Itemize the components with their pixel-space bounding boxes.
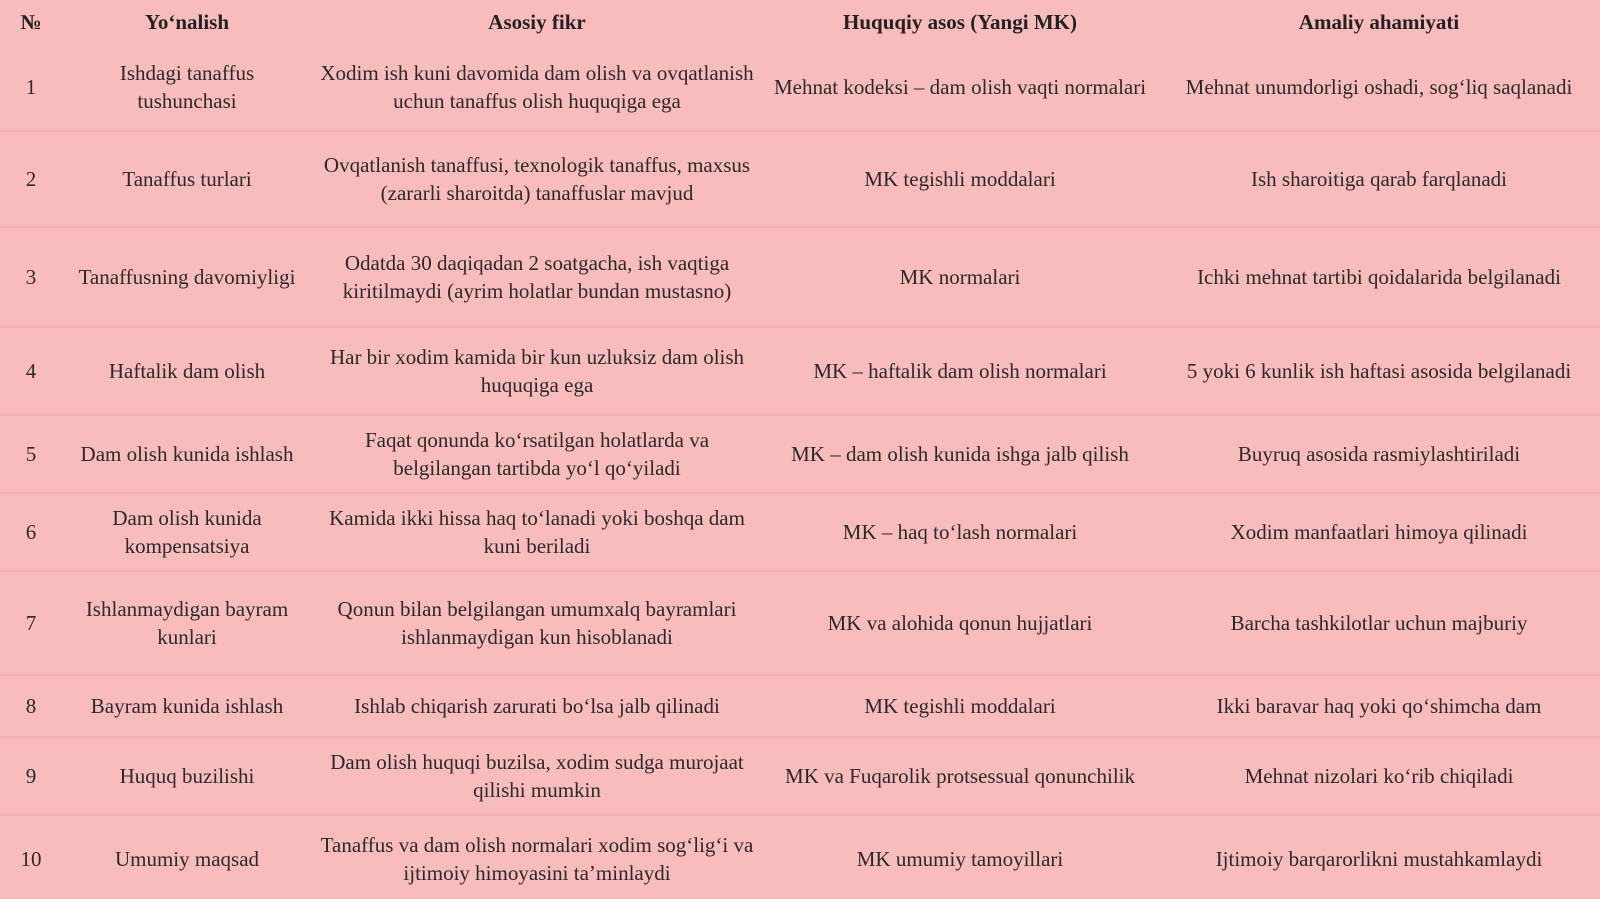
cell-direction: Umumiy maqsad [114,847,260,871]
header-legal-basis: Huquqiy asos (Yangi MK) [843,9,1077,34]
cell-main-idea: Xodim ish kuni davomida dam olish va ovqatlanish uchun tanaffus olish huquqiga ega [312,44,762,131]
cell-no: 6 [0,493,62,571]
table-body [0,44,1600,899]
header-practical: Amaliy ahamiyati [1298,9,1460,34]
cell-direction: Ishlanmaydigan bayram kunlari [62,571,312,675]
table-row [0,493,1600,571]
cell-main-idea: Ishlab chiqarish zarurati bo‘lsa jalb qilinadi [312,675,762,737]
cell-main-idea: Qonun bilan belgilangan umumxalq bayramlari ishlanmaydigan kun hisoblanadi [312,571,762,675]
cell-practical: Buyruq asosida rasmiylashtiriladi [1158,415,1600,493]
cell-legal-basis: MK normalari [762,227,1158,327]
table-row [0,327,1600,415]
cell-direction: Huquq buzilishi [62,737,312,815]
cell-legal-basis: Mehnat kodeksi – dam olish vaqti normalari [762,44,1158,131]
cell-no: 3 [0,227,62,327]
table-row [0,415,1600,493]
cell-direction: Tanaffus turlari [62,131,312,227]
cell-no: 4 [0,327,62,415]
table-header [0,0,1600,44]
cell-direction: Ishdagi tanaffus tushunchasi [62,44,312,131]
cell-direction: Dam olish kunida ishlash [62,415,312,493]
cell-main-idea: Har bir xodim kamida bir kun uzluksiz dam olish huquqiga ega [312,327,762,415]
cell-practical: Ichki mehnat tartibi qoidalarida belgilanadi [1158,227,1600,327]
cell-main-idea: Faqat qonunda ko‘rsatilgan holatlarda va belgilangan tartibda yo‘l qo‘yiladi [312,415,762,493]
cell-practical: 5 yoki 6 kunlik ish haftasi asosida belgilanadi [1158,327,1600,415]
cell-practical: Xodim manfaatlari himoya qilinadi [1158,493,1600,571]
header-no: № [20,9,42,34]
cell-legal-basis: MK va alohida qonun hujjatlari [762,571,1158,675]
table-row [0,571,1600,675]
table-row [0,815,1600,899]
cell-direction: Dam olish kunida kompensatsiya [62,493,312,571]
header-main-idea: Asosiy fikr [488,9,586,34]
cell-no: 10 [20,847,42,871]
header-direction: Yo‘nalish [144,9,230,34]
cell-practical: Ish sharoitiga qarab farqlanadi [1158,131,1600,227]
cell-no: 8 [0,675,62,737]
table-row [0,675,1600,737]
cell-direction: Bayram kunida ishlash [62,675,312,737]
cell-main-idea: Ovqatlanish tanaffusi, texnologik tanaffus, maxsus (zararli sharoitda) tanaffuslar mavjud [312,131,762,227]
cell-main-idea: Dam olish huquqi buzilsa, xodim sudga murojaat qilishi mumkin [312,737,762,815]
cell-practical: Barcha tashkilotlar uchun majburiy [1158,571,1600,675]
cell-no: 5 [0,415,62,493]
cell-legal-basis: MK tegishli moddalari [762,131,1158,227]
table-row [0,44,1600,131]
cell-main-idea: Kamida ikki hissa haq to‘lanadi yoki boshqa dam kuni beriladi [312,493,762,571]
cell-practical: Ijtimoiy barqarorlikni mustahkamlaydi [1215,847,1543,871]
cell-legal-basis: MK umumiy tamoyillari [856,847,1064,871]
table-row [0,131,1600,227]
cell-legal-basis: MK – dam olish kunida ishga jalb qilish [762,415,1158,493]
cell-practical: Ikki baravar haq yoki qo‘shimcha dam [1158,675,1600,737]
table-row [0,227,1600,327]
cell-legal-basis: MK tegishli moddalari [762,675,1158,737]
cell-direction: Tanaffusning davomiyligi [62,227,312,327]
cell-legal-basis: MK – haq to‘lash normalari [762,493,1158,571]
cell-legal-basis: MK – haftalik dam olish normalari [762,327,1158,415]
cell-no: 2 [0,131,62,227]
cell-no: 9 [0,737,62,815]
cell-no: 1 [0,44,62,131]
cell-no: 7 [0,571,62,675]
cell-direction: Haftalik dam olish [62,327,312,415]
cell-legal-basis: MK va Fuqarolik protsessual qonunchilik [762,737,1158,815]
cell-practical: Mehnat nizolari ko‘rib chiqiladi [1158,737,1600,815]
cell-practical: Mehnat unumdorligi oshadi, sog‘liq saqlanadi [1158,44,1600,131]
cell-main-idea: Odatda 30 daqiqadan 2 soatgacha, ish vaqtiga kiritilmaydi (ayrim holatlar bundan mustasno) [312,227,762,327]
cell-main-idea: Tanaffus va dam olish normalari xodim sog‘lig‘i va ijtimoiy himoyasini ta’minlaydi [320,833,754,885]
table-row [0,737,1600,815]
header-row [0,0,1600,44]
